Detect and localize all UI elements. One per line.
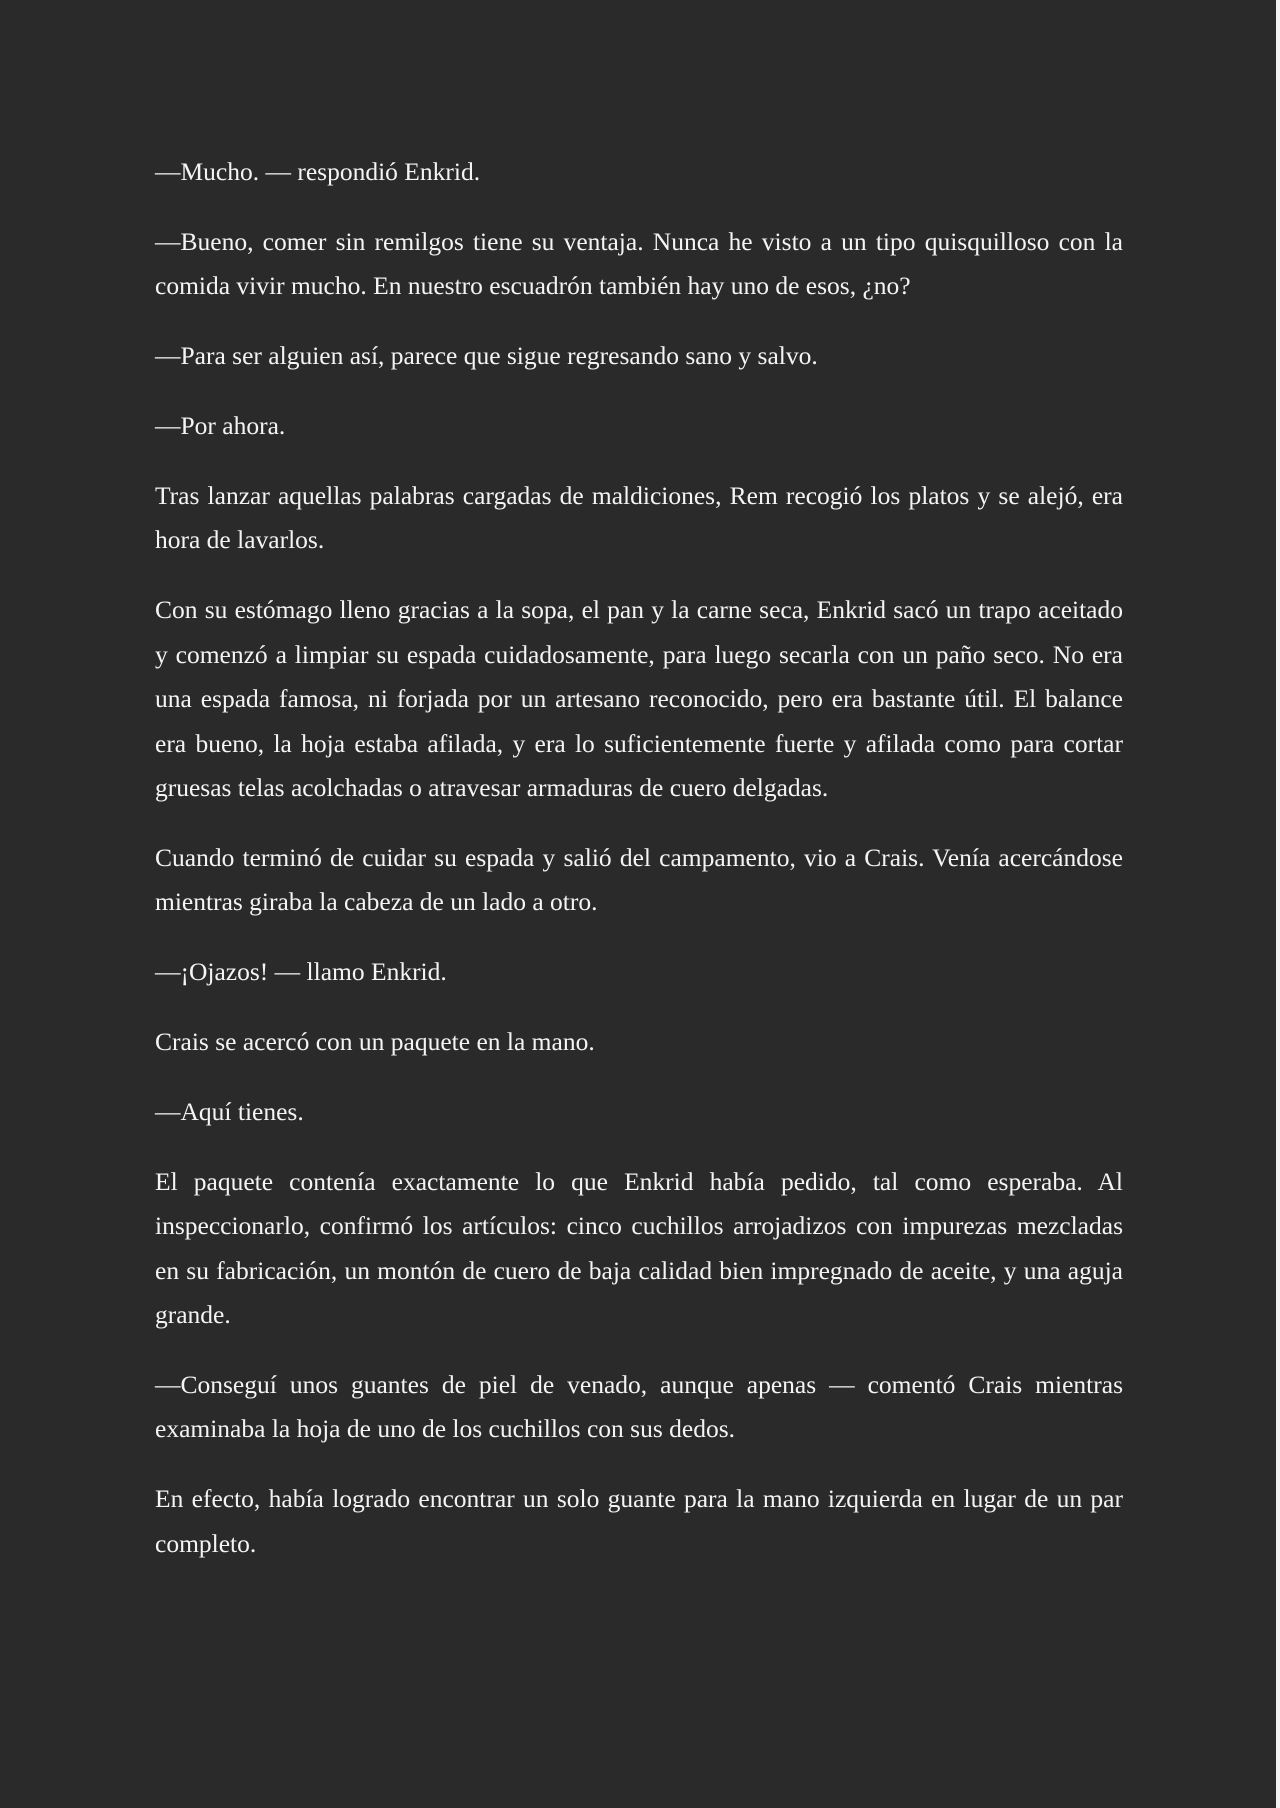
paragraph-12: —Conseguí unos guantes de piel de venado, aunque apenas — comentó Crais mientras examinaba la hoja de uno de los cuchillos con sus dedos.: [155, 1370, 1123, 1444]
paragraph-7: Cuando terminó de cuidar su espada y salió del campamento, vio a Crais. Venía acercándose mientras giraba la cabeza de un lado a otro.: [155, 842, 1123, 917]
paragraph-13: En efecto, había logrado encontrar un solo guante para la mano izquierda en lugar de un par completo.: [155, 1484, 1123, 1558]
paragraph-10: —Aquí tienes.: [155, 1097, 304, 1126]
paragraph-6: Con su estómago lleno gracias a la sopa, el pan y la carne seca, Enkrid sacó un trapo aceitado y comenzó a limpiar su espada cuidadosamente, para luego secarla con un paño seco. No era una espada famosa, ni forjada por un artesano reconocido, pero era bastante útil. El balance era bueno, la hoja estaba afilada, y era lo suficientemente fuerte y afilada como para cortar gruesas telas acolchadas o atravesar armaduras de cuero delgadas.: [155, 595, 1123, 802]
page-edge: [1276, 0, 1280, 1808]
paragraph-3: —Para ser alguien así, parece que sigue regresando sano y salvo.: [155, 341, 818, 371]
paragraph-9: Crais se acercó con un paquete en la mano.: [155, 1027, 595, 1057]
paragraph-5: Tras lanzar aquellas palabras cargadas de maldiciones, Rem recogió los platos y se alejó, era hora de lavarlos.: [155, 481, 1123, 555]
paragraph-11: El paquete contenía exactamente lo que Enkrid había pedido, tal como esperaba. Al inspeccionarlo, confirmó los artículos: cinco cuchillos arrojadizos con impurezas mezcladas en su fabricación, un montón de cuero de baja calidad bien impregnado de aceite, y una aguja grande.: [155, 1166, 1123, 1330]
document-body: [155, 150, 1123, 1592]
paragraph-4: —Por ahora.: [155, 411, 286, 441]
paragraph-2: —Bueno, comer sin remilgos tiene su ventaja. Nunca he visto a un tipo quisquilloso con la comida vivir mucho. En nuestro escuadrón también hay uno de esos, ¿no?: [155, 226, 1123, 301]
paragraph-1: —Mucho. — respondió Enkrid.: [155, 157, 481, 186]
paragraph-8: —¡Ojazos! — llamo Enkrid.: [155, 957, 447, 987]
